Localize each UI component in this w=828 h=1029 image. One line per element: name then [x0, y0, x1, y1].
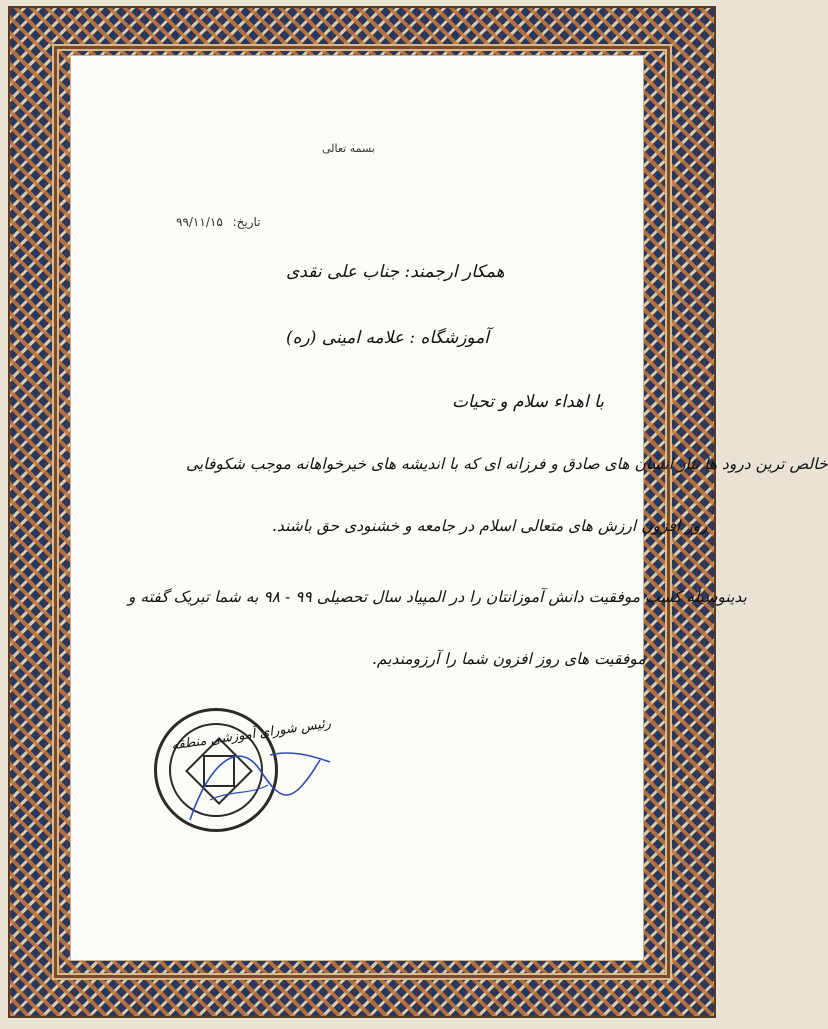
date-label: تاریخ: — [232, 215, 261, 229]
heading: بسمه تعالی — [322, 142, 375, 155]
handwritten-signature-icon — [150, 700, 350, 850]
addressee-name: همکار ارجمند: جناب علی نقدی — [286, 262, 505, 282]
addressee-school: آموزشگاه : علامه امینی (ره) — [286, 328, 490, 348]
date-row — [176, 215, 261, 229]
body-para1-line1: خالص ترین درود ها نثار انسان های صادق و فرزانه ای که با اندیشه های خیرخواهانه موجب شکوفایی — [186, 455, 828, 473]
body-para2-line1: بدینوسیله کسب موفقیت دانش آموزانتان را در المپیاد سال تحصیلی ۹۹ - ۹۸ به شما تبریک گفته و — [128, 588, 747, 606]
date-value: ۹۹/۱۱/۱۵ — [176, 215, 223, 229]
signature-title: رئیس شورای آموزشی منطقه — [170, 716, 332, 754]
greeting: با اهداء سلام و تحیات — [452, 392, 604, 412]
body-para2-line2: موفقیت های روز افزون شما را آرزومندیم. — [372, 650, 646, 668]
body-para1-line2: روز افزون ارزش های متعالی اسلام در جامعه و خشنودی حق باشند. — [272, 517, 708, 535]
